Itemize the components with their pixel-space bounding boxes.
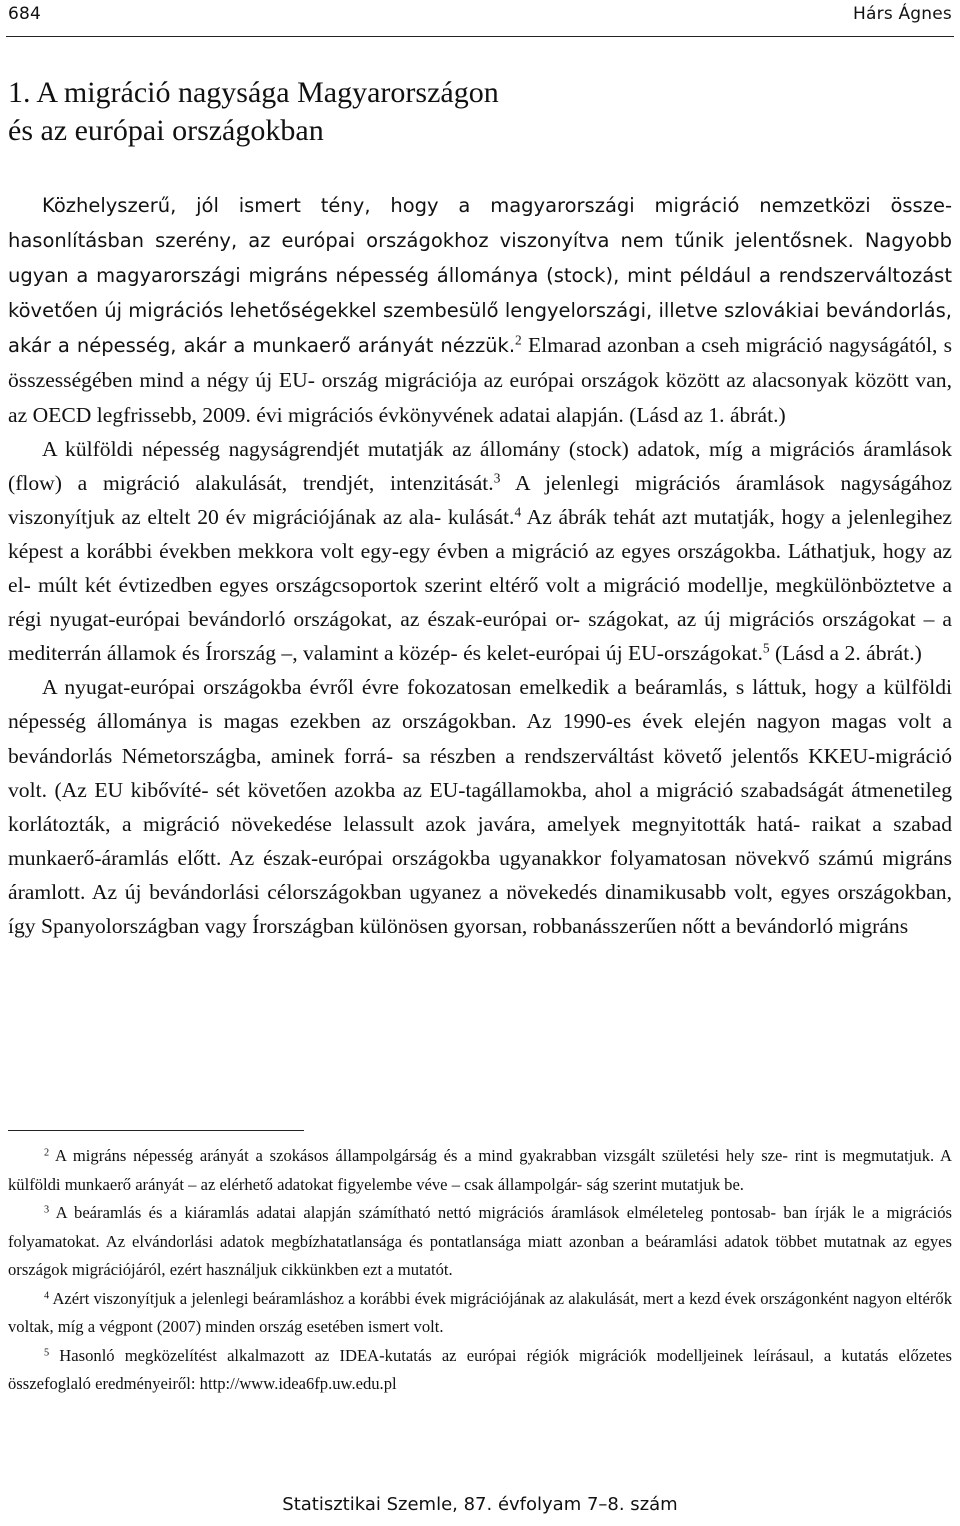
paragraph-2-text-a: A külföldi népesség nagyságrendjét mutatják az állomány (stock) adatok, míg a migrációs áramlások (flow) a migráció alakulását, trendjét, intenzitását. [8, 436, 952, 495]
paragraph-3: A nyugat-európai országokba évről évre fokozatosan emelkedik a beáramlás, s láttuk, hogy a külföldi népesség állománya is magas ezekben az országokban. Az 1990-es évek elején nagyon magas volt a bevándorlás Németországba, aminek forrá- sa részben a rendszerváltást követő jelentős KKEU-migráció volt. (Az EU kibővíté- sét követően azokba az EU-tagállamokba, ahol a migráció szabadságát átmenetileg korlátozták, a migráció növekedése lelassult azok javára, amelyek megnyitották hatá- raikat a szabad munkaerő-áramlás előtt. Az észak-európai országokba ugyanakkor folyamatosan növekvő számú migráns áramlott. Az új bevándorlási célországokban ugyanez a növekedés dinamikusabb volt, egyes országokban, így Spanyolországban vagy Írországban különösen gyorsan, robbanásszerűen nőtt a bevándorló migráns [8, 675, 952, 938]
footnote-ref-2: 2 [515, 333, 522, 349]
footnote-separator [8, 1130, 304, 1131]
section-heading-line-2: és az európai országokban [8, 114, 324, 147]
paragraph-1-text-a: Közhelyszerű, jól ismert tény, hogy a magyarországi migráció nemzetközi össze- hasonlításban szerény, az európai országokhoz viszonyítva nem tűnik jelentősnek. Nagyobb ugyan a magyarországi migráns népesség állománya (stock), mint például a rendszerváltozást követően új migrációs lehetőségekkel szembesülő lengyelországi, illetve szlovákiai bevándorlás, akár a népesség, akár a munkaerő arányát nézzük. [8, 194, 952, 358]
paragraph-1 [8, 188, 952, 432]
footnote-number: 2 [44, 1147, 50, 1159]
body-text [8, 188, 952, 943]
footnote-ref-4: 4 [514, 504, 522, 520]
footnote-5 [8, 1342, 952, 1399]
paragraph-2-text-c: Az ábrák tehát azt mutatják, hogy a jelenlegihez képest a korábbi években mekkora volt egy-egy évben a migráció az egyes országokba. Láthatjuk, hogy az el- múlt két évtizedben egyes országcsoportok szerint eltérő volt a migráció modellje, megkülönböztetve a régi nyugat-európai bevándorló országokat, az észak-európai or- szágokat, az új migrációs országokat – a mediterrán államok és Írország –, valamint a közép- és kelet-európai új EU-országokat. [8, 504, 952, 666]
footnote-4 [8, 1285, 952, 1342]
footnotes [8, 1142, 952, 1399]
paragraph-2 [8, 432, 952, 671]
header-rule [6, 36, 954, 37]
paragraph-2-text-b: A jelenlegi migrációs áramlások nagyságához viszonyítjuk az eltelt 20 év migrációjának az ala- kulását. [8, 470, 952, 529]
footnote-number: 5 [44, 1346, 50, 1358]
footnote-ref-5: 5 [762, 640, 770, 656]
footnote-text: A beáramlás és a kiáramlás adatai alapján számítható nettó migrációs áramlások elméleteleg pontosab- ban írják le a migrációs folyamatokat. Az elvándorlási adatok megbízhatatlansága és pontatlansága miatt azonban a beáramlási adatok többet mutatnak az egyes országok migrációjáról, ezért használjuk cikkünkben ezt a mutatót. [8, 1203, 953, 1279]
paragraph-1-text-b: Elmarad azonban a cseh migráció nagyságától, s összességében mind a négy új EU- ország migrációja az európai országok között az alacsonyak között van, az OECD legfrissebb, 2009. évi migrációs évkönyvének adatai alapján. (Lásd az 1. ábrát.) [8, 333, 952, 427]
footnote-number: 3 [44, 1204, 50, 1216]
footnote-ref-3: 3 [493, 470, 501, 486]
footnote-text: Hasonló megközelítést alkalmazott az IDEA-kutatás az európai régiók migrációk modelljeinek leírásaul, a kutatás előzetes összefoglaló eredményeiről: http://www.idea6fp.uw.edu.pl [8, 1345, 952, 1393]
section-heading-line-1: 1. A migráció nagysága Magyarországon [8, 76, 499, 109]
footnote-text: A migráns népesség arányát a szokásos állampolgárság és a mind gyakrabban vizsgált születési hely sze- rint is megmutatjuk. A külföldi munkaerő arányát – az elérhető adatokat figyelembe véve – csak állampolgár- ság szerint mutatjuk be. [8, 1146, 953, 1194]
paragraph-2-text-d: (Lásd a 2. ábrát.) [774, 641, 922, 666]
page-number: 684 [8, 4, 42, 24]
footnote-2 [8, 1142, 952, 1199]
running-header [8, 4, 952, 32]
journal-footer: Statisztikai Szemle, 87. évfolyam 7–8. szám [282, 1494, 678, 1515]
footnote-text: Azért viszonyítjuk a jelenlegi beáramláshoz a korábbi évek migrációjának az alakulását, mert a kezd évek országonként nagyon eltérők voltak, míg a végpont (2007) minden ország esetében ismert volt. [8, 1288, 953, 1336]
footnote-number: 4 [44, 1289, 50, 1301]
section-heading [8, 74, 908, 150]
footnote-3 [8, 1199, 952, 1285]
running-header-author: Hárs Ágnes [853, 4, 952, 24]
